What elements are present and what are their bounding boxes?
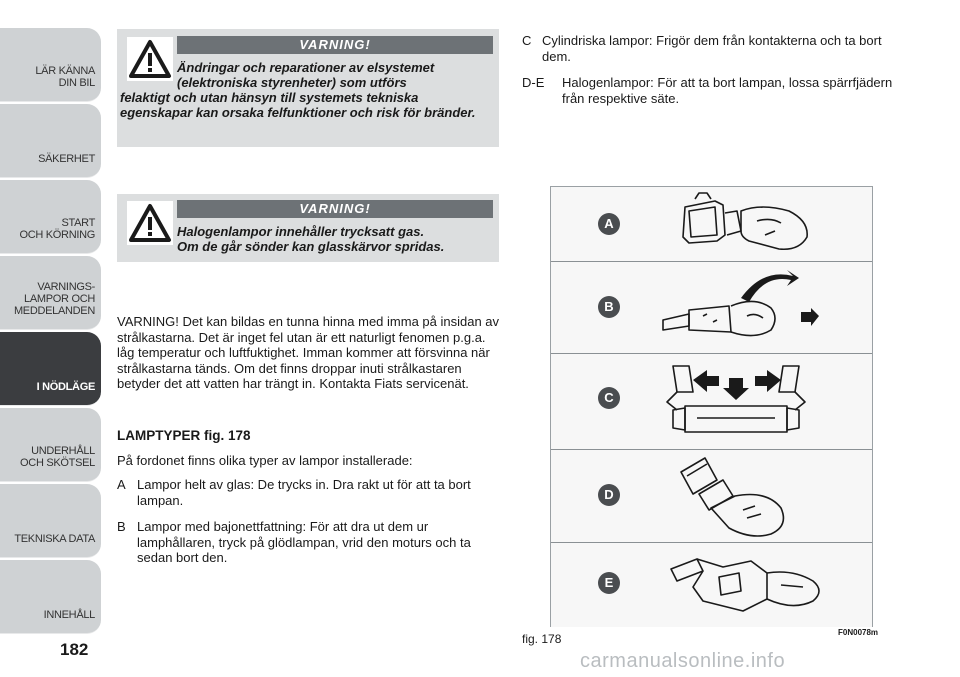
- warning-box-electrical: [117, 29, 499, 147]
- list-key: C: [522, 33, 532, 48]
- tab-sakerhet[interactable]: SÄKERHET: [0, 104, 101, 178]
- tab-lar-kanna-din-bil[interactable]: LÄR KÄNNA DIN BIL: [0, 28, 101, 102]
- figure-panel-a: [551, 187, 872, 262]
- festoon-bulb-illustration: [663, 362, 813, 444]
- list-text: Halogenlampor: För att ta bort lampan, lossa spärrfjädern från respektive säte.: [562, 75, 893, 106]
- wedge-bulb-illustration: [671, 191, 821, 257]
- h7-halogen-bulb-illustration: [671, 452, 811, 540]
- list-key: D-E: [522, 75, 545, 90]
- panel-label: C: [598, 387, 620, 409]
- figure-panel-c: [551, 354, 872, 450]
- figure-panel-d: [551, 450, 872, 543]
- list-text: Lampor helt av glas: De trycks in. Dra rakt ut för att ta bort lampan.: [137, 477, 471, 508]
- warning-text-line2: Om de går sönder kan glasskärvor spridas.: [177, 239, 445, 254]
- warning-box-halogen: [117, 194, 499, 262]
- figure-code: F0N0078m: [838, 628, 879, 637]
- warning-triangle-icon: [127, 37, 173, 81]
- figure-caption: fig. 178: [522, 632, 562, 646]
- panel-label: E: [598, 572, 620, 594]
- bayonet-bulb-illustration: [659, 268, 829, 350]
- warning-triangle-icon: [127, 201, 173, 245]
- tab-i-nodlage[interactable]: I NÖDLÄGE: [0, 332, 101, 406]
- section-heading: LAMPTYPER fig. 178: [117, 428, 251, 443]
- warning-text-line1: Halogenlampor innehåller trycksatt gas.: [177, 224, 425, 239]
- list-key: B: [117, 519, 126, 534]
- tab-varningslampor[interactable]: VARNINGS- LAMPOR OCH MEDDELANDEN: [0, 256, 101, 330]
- intro-text: På fordonet finns olika typer av lampor installerade:: [117, 453, 413, 468]
- lamp-type-c: [522, 33, 902, 64]
- warning-title-bar: VARNING!: [177, 36, 493, 54]
- watermark-text: carmanualsonline.info: [580, 650, 786, 672]
- warning-text-line2: (elektroniska styrenheter) som utförs: [177, 75, 407, 90]
- lamp-type-a: [117, 477, 497, 508]
- warning-title-bar: VARNING!: [177, 200, 493, 218]
- lamp-type-d-e: [522, 75, 902, 106]
- panel-label: A: [598, 213, 620, 235]
- tab-tekniska-data[interactable]: TEKNISKA DATA: [0, 484, 101, 558]
- tab-innehall[interactable]: INNEHÅLL: [0, 560, 101, 634]
- warning-text-rest: felaktigt och utan hänsyn till systemets tekniska egenskapar kan orsaka felfunktioner och risk för bränder.: [120, 90, 476, 120]
- list-text: Lampor med bajonettfattning: För att dra ut dem ur lamphållaren, tryck på glödlampan, vrid den moturs och ta sedan bort den.: [137, 519, 471, 565]
- figure-panel-e: [551, 543, 872, 627]
- panel-label: B: [598, 296, 620, 318]
- list-text: Cylindriska lampor: Frigör dem från kontakterna och ta bort dem.: [542, 33, 882, 64]
- panel-label: D: [598, 484, 620, 506]
- fog-paragraph: VARNING! Det kan bildas en tunna hinna med imma på insidan av strålkastarna. Det är inget fel utan är ett naturligt fenomen p.g.a. låg temperatur och luftfuktighet. Imman kommer att försvinna när strålkastarna tänds. Om det finns droppar inuti strålkastaren betyder det att vatten har trängt in. Kontakta Fiats servicenät.: [117, 314, 500, 391]
- tab-start-och-korning[interactable]: START OCH KÖRNING: [0, 180, 101, 254]
- page-number: 182: [60, 640, 89, 659]
- figure-lamp-types: [550, 186, 873, 627]
- tab-underhall-och-skotsel[interactable]: UNDERHÅLL OCH SKÖTSEL: [0, 408, 101, 482]
- warning-text-line1: Ändringar och reparationer av elsystemet: [177, 60, 435, 75]
- figure-panel-b: [551, 262, 872, 354]
- lamp-type-b: [117, 519, 497, 566]
- h1-halogen-bulb-illustration: [663, 547, 833, 623]
- list-key: A: [117, 477, 126, 492]
